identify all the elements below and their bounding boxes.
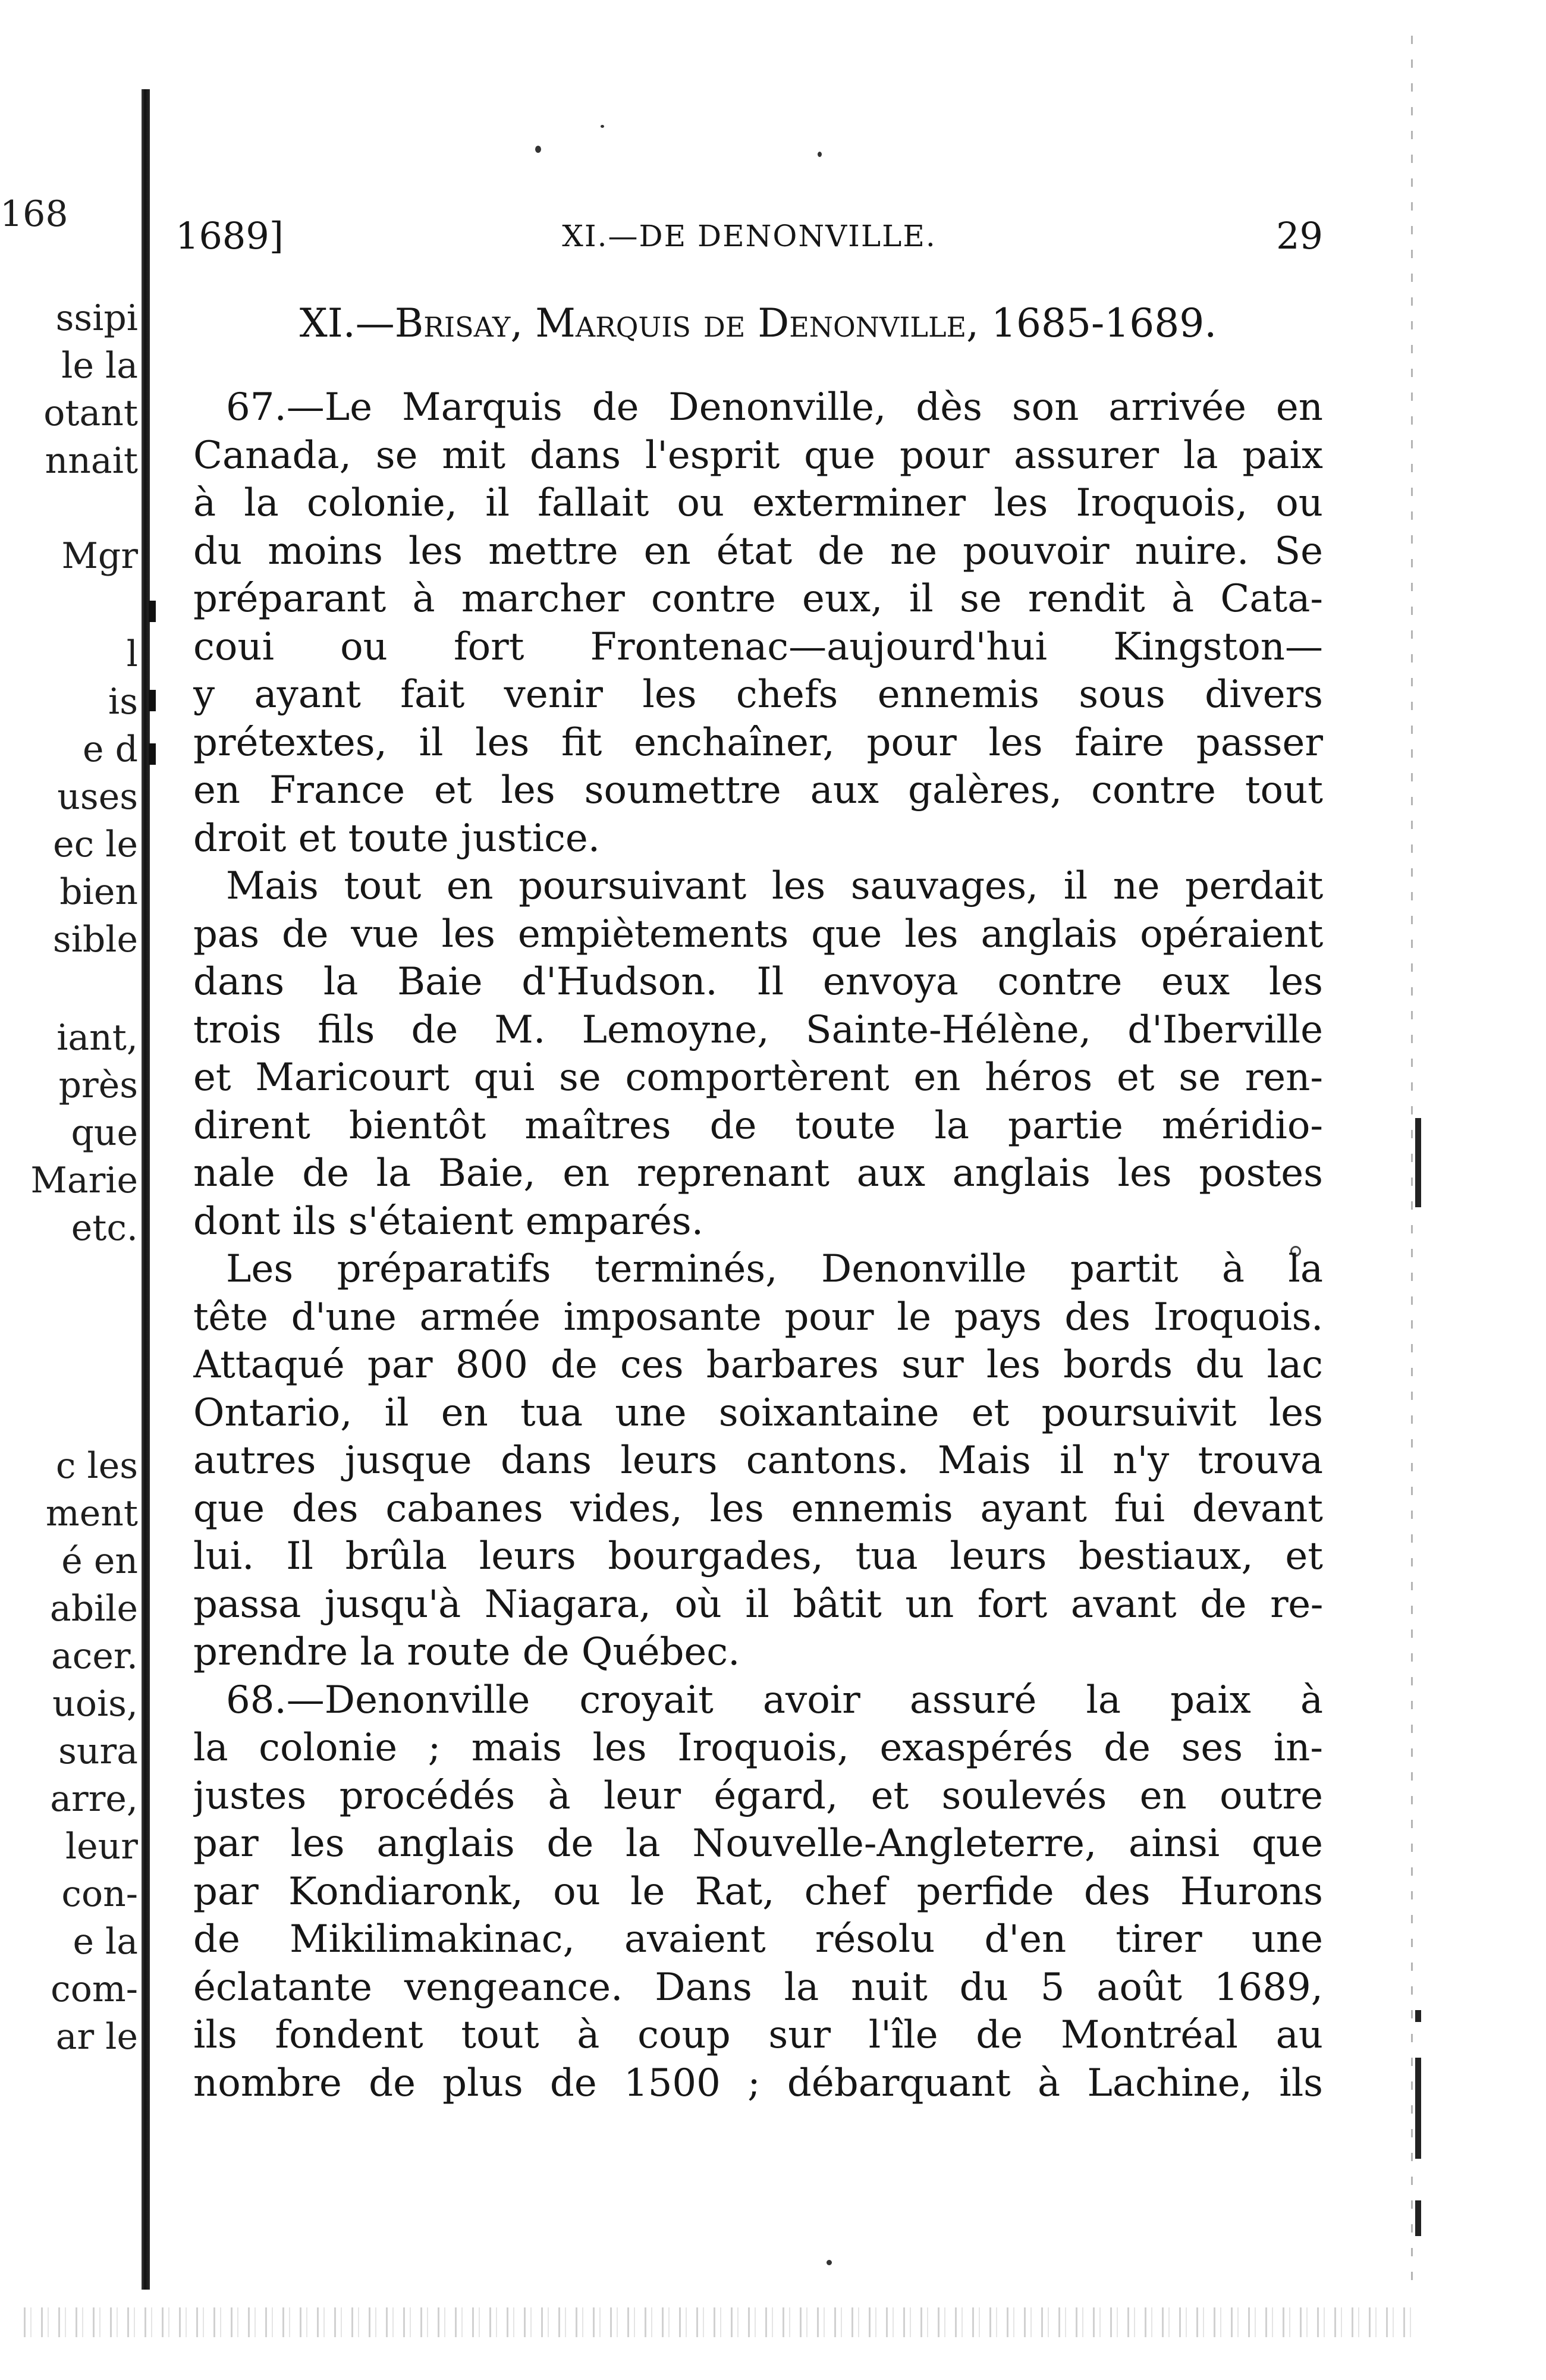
facing-page-fragment: Mgr [61,535,138,577]
text-line: Mais tout en poursuivant les sauvages, il ne perdait [226,864,1323,908]
text-line: que des cabanes vides, les ennemis ayant fui devant [193,1486,1323,1531]
body-text [193,384,1323,2107]
scan-speck [601,125,604,128]
running-head-year: 1689] [175,214,284,258]
text-line: du moins les mettre en état de ne pouvoir nuire. Se [193,529,1323,573]
text-line: en France et les soumettre aux galères, contre tout [193,768,1323,812]
facing-page-fragment: e la [73,1921,138,1963]
text-line: trois fils de M. Lemoyne, Sainte-Hélène, d'Iberville [193,1007,1323,1052]
text-line: de Mikilimakinac, avaient résolu d'en tirer une [193,1917,1323,1961]
text-line: par Kondiaronk, ou le Rat, chef perfide des Hurons [193,1869,1323,1914]
facing-page-fragment: iant, [56,1017,138,1059]
facing-page-fragment: que [71,1112,138,1154]
text-line: dans la Baie d'Hudson. Il envoya contre eux les [193,960,1323,1004]
text-line: et Maricourt qui se comportèrent en héros et se ren- [193,1056,1323,1100]
facing-page-fragment: etc. [71,1207,138,1249]
text-line: 67.—Le Marquis de Denonville, dès son arrivée en [226,385,1323,429]
chapter-dates: , 1685-1689. [966,300,1217,346]
facing-page-fragment: uses [57,776,138,818]
text-line: dont ils s'étaient emparés. [193,1199,704,1244]
page-edge-shadow [1411,36,1413,2296]
text-line: préparant à marcher contre eux, il se rendit à Cata- [193,577,1323,621]
facing-page-fragment: otant [43,393,138,434]
text-line: dirent bientôt maîtres de toute la partie méridio- [193,1103,1323,1148]
text-line: nale de la Baie, en reprenant aux anglais les postes [193,1151,1323,1195]
facing-page-fragment: ec le [53,824,138,865]
facing-page-fragment: ar le [55,2016,138,2058]
text-line: Attaqué par 800 de ces barbares sur les bords du lac [193,1343,1323,1387]
edge-mark [1415,1118,1421,1207]
edge-mark [1415,2200,1421,2236]
facing-page-fragment: nnait [45,440,138,482]
facing-page-fragment: près [58,1065,138,1106]
text-line: lui. Il brûla leurs bourgades, tua leurs bestiaux, et [193,1534,1323,1578]
text-line: à la colonie, il fallait ou exterminer les Iroquois, ou [193,481,1323,525]
gutter-mark [149,601,156,622]
text-line: coui ou fort Frontenac—aujourd'hui Kingston— [193,624,1323,669]
text-line: prétextes, il les fit enchaîner, pour les faire passer [193,720,1323,765]
text-line: ils fondent tout à coup sur l'île de Montréal au [193,2013,1323,2057]
facing-page-fragment: arre, [50,1778,138,1820]
facing-page-fragment: 168 [0,193,68,235]
edge-mark [1415,2058,1421,2159]
running-head-title: XI.—DE DENONVILLE. [562,219,937,253]
facing-page-fragment: acer. [51,1635,138,1677]
page-number: 29 [1276,214,1323,258]
text-line: passa jusqu'à Niagara, où il bâtit un fort avant de re- [193,1582,1323,1627]
facing-page-fragment: c les [55,1445,138,1487]
text-line: la colonie ; mais les Iroquois, exaspérés de ses in- [193,1726,1323,1770]
facing-page-fragment: con- [61,1873,138,1915]
chapter-name: Brisay, Marquis de Denonville [394,300,967,346]
scan-speck [535,146,541,153]
facing-page-fragment: le la [61,345,138,387]
text-line: prendre la route de Québec. [193,1630,740,1674]
scan-speck [818,152,822,157]
facing-page-fragment: e d [83,729,138,770]
text-line: Les préparatifs terminés, Denonville partit à la [226,1247,1323,1291]
text-line: 68.—Denonville croyait avoir assuré la paix à [226,1678,1323,1722]
text-line: tête d'une armée imposante pour le pays des Iroquois. [193,1295,1323,1339]
facing-page-fragment: ssipi [55,297,138,339]
text-line: droit et toute justice. [193,816,601,861]
chapter-heading [193,300,1323,346]
text-line: justes procédés à leur égard, et soulevés en outre [193,1773,1323,1818]
edge-mark [1415,2010,1421,2022]
facing-page-fragment: uois, [52,1683,138,1725]
running-head [175,214,1323,268]
scan-speck [827,2260,832,2265]
gutter-mark [149,743,156,765]
facing-page-fragment: com- [51,1968,138,2010]
text-line: nombre de plus de 1500 ; débarquant à Lachine, ils [193,2061,1323,2105]
chapter-numeral: XI.— [299,300,395,346]
facing-page-fragment: l [126,633,138,675]
text-line: autres jusque dans leurs cantons. Mais il n'y trouva [193,1439,1323,1483]
text-line: Ontario, il en tua une soixantaine et poursuivit les [193,1390,1323,1435]
text-line: par les anglais de la Nouvelle-Angleterre, ainsi que [193,1822,1323,1866]
facing-page-fragment: Marie [30,1160,138,1201]
gutter-mark [149,690,156,711]
binding-gutter [142,89,150,2290]
facing-page-fragment: é en [61,1540,138,1582]
facing-page-fragment: bien [59,871,138,913]
text-line: pas de vue les empiètements que les anglais opéraient [193,912,1323,956]
facing-page-fragment: sible [52,919,138,960]
text-line: y ayant fait venir les chefs ennemis sous divers [193,673,1323,717]
text-line: Canada, se mit dans l'esprit que pour assurer la paix [193,433,1323,478]
text-line: éclatante vengeance. Dans la nuit du 5 août 1689, [193,1965,1323,2010]
facing-page-fragment: sura [58,1731,138,1772]
scan-noise [24,2307,1415,2337]
facing-page-fragment: leur [65,1826,138,1867]
facing-page-fragment: abile [49,1588,138,1629]
facing-page-fragment: ment [45,1493,138,1534]
facing-page-fragment: is [108,681,138,723]
